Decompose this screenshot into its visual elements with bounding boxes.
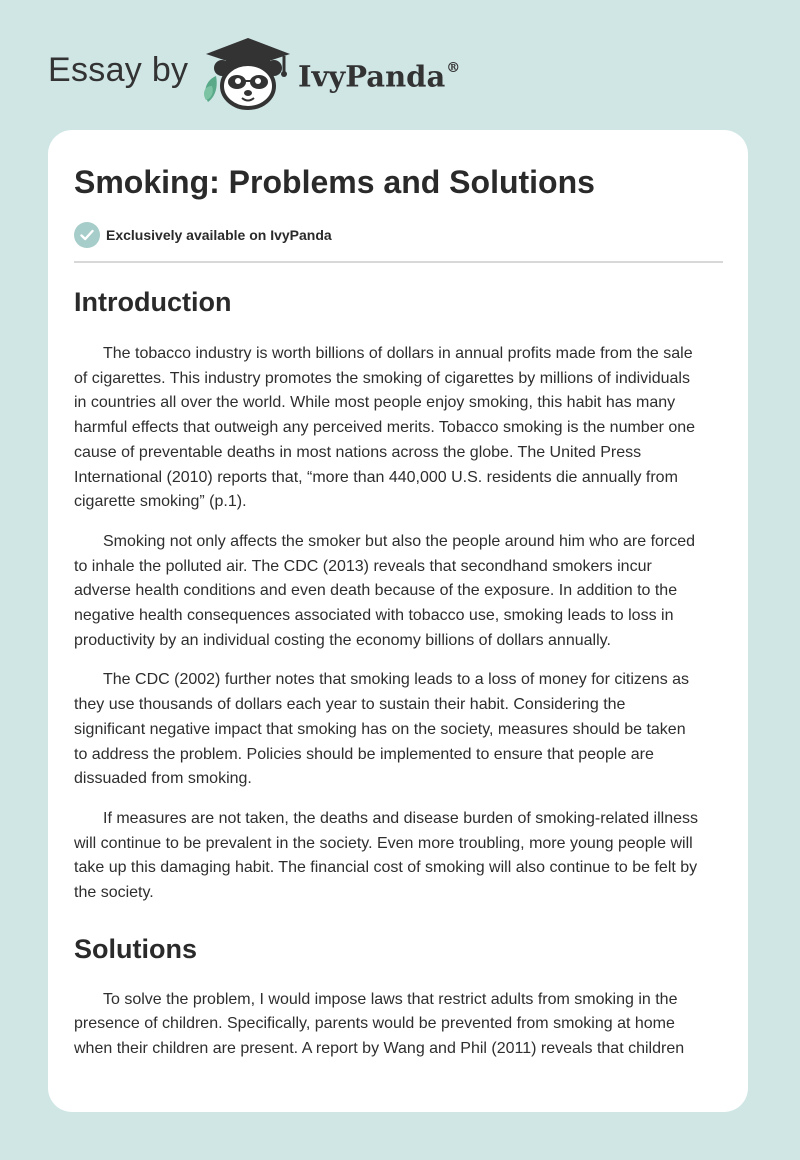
registered-mark: ® [446, 60, 461, 76]
checkmark-icon [74, 222, 100, 248]
section-heading-solutions: Solutions [74, 933, 197, 964]
page-title: Smoking: Problems and Solutions [74, 164, 595, 200]
panda-graduate-icon[interactable] [202, 36, 294, 112]
section-heading-introduction: Introduction [74, 287, 232, 317]
paragraph: Smoking not only affects the smoker but also the people around him who are forced to inhale the polluted air. The CDC (2013) reveals that secondhand smokers incur adverse health conditions and even death because of the exposure. In addition to the negative health consequences associated with tobacco use, smoking leads to loss in productivity by an individual costing the economy billions of dollars annually. [74, 532, 696, 649]
exclusive-badge [74, 222, 332, 248]
title-divider [74, 261, 723, 263]
brand-prefix: Essay by [48, 51, 189, 89]
paragraph: The CDC (2002) further notes that smoking leads to a loss of money for citizens as they use thousands of dollars each year to sustain their habit. Considering the significant negative impact that smoking has on the society, measures should be taken to address the problem. Policies should be implemented to ensure that people are dissuaded from smoking. [74, 671, 690, 788]
paragraph: The tobacco industry is worth billions of dollars in annual profits made from the sale of cigarettes. This industry promotes the smoking of cigarettes by millions of individuals in countries all over the world. While most people enjoy smoking, this habit has many harmful effects that outweigh any perceived merits. Tobacco smoking is the number one cause of preventable deaths in most nations across the globe. The United Press International (2010) reports that, “more than 440,000 U.S. residents die annually from cigarette smoking” (p.1). [74, 345, 696, 511]
brand-name[interactable]: IvyPanda® [298, 59, 461, 94]
essay-card [48, 130, 748, 1112]
paragraph: To solve the problem, I would impose laws that restrict adults from smoking in the presence of children. Specifically, parents would be prevented from smoking at home when their children are present. A report by Wang and Phil (2011) reveals that children [74, 990, 685, 1058]
essay-body [74, 280, 724, 1062]
exclusive-badge-text: Exclusively available on IvyPanda [106, 227, 332, 243]
paragraph: If measures are not taken, the deaths and disease burden of smoking-related illness will continue to be prevalent in the society. Even more troubling, more young people will take up this damaging habit. The financial cost of smoking will also continue to be felt by the society. [74, 809, 699, 902]
site-header [0, 0, 800, 130]
